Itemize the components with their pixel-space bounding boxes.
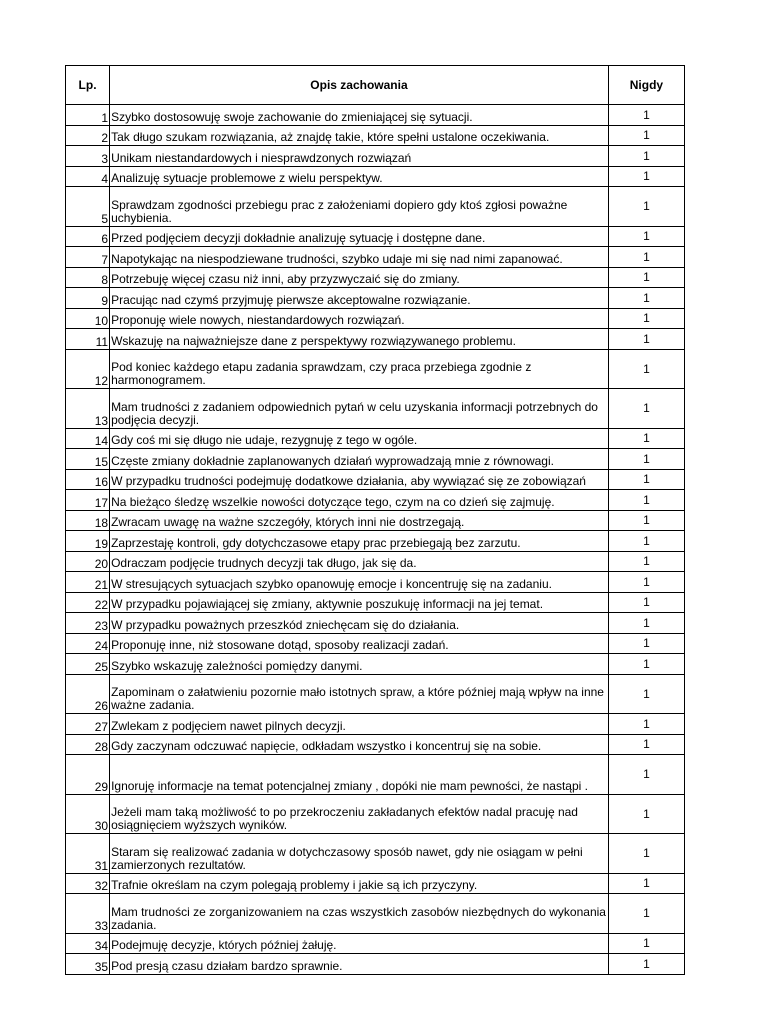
row-number: 5 bbox=[66, 187, 110, 227]
row-number: 11 bbox=[66, 329, 110, 350]
row-description: Przed podjęciem decyzji dokładnie analizuję sytuację i dostępne dane. bbox=[111, 231, 486, 245]
row-number: 31 bbox=[66, 834, 110, 874]
row-nigdy-value: 1 bbox=[608, 714, 684, 735]
row-description: Gdy coś mi się długo nie udaje, rezygnuję z tego w ogóle. bbox=[111, 433, 418, 447]
header-opis: Opis zachowania bbox=[110, 66, 609, 105]
row-description-cell bbox=[110, 873, 609, 894]
header-nigdy: Nigdy bbox=[608, 66, 684, 105]
row-description-cell bbox=[110, 105, 609, 126]
row-description-cell bbox=[110, 674, 609, 714]
row-description: Jeżeli mam taką możliwość to po przekroczeniu zakładanych efektów nadal pracuję nad osiągnięciem wyższych wyników. bbox=[111, 805, 578, 832]
row-description: Proponuję inne, niż stosowane dotąd, sposoby realizacji zadań. bbox=[111, 638, 449, 652]
questionnaire-table bbox=[65, 65, 685, 975]
row-nigdy-value: 1 bbox=[608, 794, 684, 834]
row-number: 22 bbox=[66, 592, 110, 613]
table-row bbox=[66, 166, 685, 187]
row-number: 28 bbox=[66, 734, 110, 755]
row-number: 4 bbox=[66, 166, 110, 187]
row-number: 26 bbox=[66, 674, 110, 714]
row-nigdy-value: 1 bbox=[608, 551, 684, 572]
row-description-cell bbox=[110, 308, 609, 329]
row-description-cell bbox=[110, 449, 609, 470]
table-row bbox=[66, 389, 685, 429]
row-nigdy-value: 1 bbox=[608, 633, 684, 654]
row-description: W przypadku pojawiającej się zmiany, aktywnie poszukuję informacji na jej temat. bbox=[111, 597, 544, 611]
row-number: 35 bbox=[66, 954, 110, 975]
row-description-cell bbox=[110, 166, 609, 187]
row-description: Częste zmiany dokładnie zaplanowanych działań wyprowadzają mnie z równowagi. bbox=[111, 453, 554, 468]
row-description-cell bbox=[110, 490, 609, 511]
table-row bbox=[66, 226, 685, 247]
row-description: Zaprzestaję kontroli, gdy dotychczasowe etapy prac przebiegają bez zarzutu. bbox=[111, 535, 521, 550]
row-description: W przypadku poważnych przeszkód zniechęcam się do działania. bbox=[111, 617, 460, 632]
row-description-cell bbox=[110, 572, 609, 593]
row-description: Staram się realizować zadania w dotychczasowy sposób nawet, gdy nie osiągam w pełni zamierzonych rezultatów. bbox=[111, 844, 583, 872]
table-row bbox=[66, 329, 685, 350]
row-nigdy-value: 1 bbox=[608, 613, 684, 634]
row-number: 33 bbox=[66, 894, 110, 934]
table-row bbox=[66, 490, 685, 511]
row-description-cell bbox=[110, 247, 609, 268]
row-description: Napotykając na niespodziewane trudności, szybko udaje mi się nad nimi zapanować. bbox=[111, 251, 563, 266]
table-row bbox=[66, 449, 685, 470]
header-lp: Lp. bbox=[66, 66, 110, 105]
row-description-cell bbox=[110, 329, 609, 350]
row-nigdy-value: 1 bbox=[608, 288, 684, 309]
header-row bbox=[66, 66, 685, 105]
row-nigdy-value: 1 bbox=[608, 531, 684, 552]
row-description-cell bbox=[110, 933, 609, 954]
table-row bbox=[66, 654, 685, 675]
row-nigdy-value: 1 bbox=[608, 469, 684, 490]
row-description: Trafnie określam na czym polegają problemy i jakie są ich przyczyny. bbox=[111, 878, 478, 892]
table-row bbox=[66, 894, 685, 934]
row-number: 6 bbox=[66, 226, 110, 247]
row-nigdy-value: 1 bbox=[608, 428, 684, 449]
table-row bbox=[66, 187, 685, 227]
row-nigdy-value: 1 bbox=[608, 349, 684, 389]
row-description-cell bbox=[110, 794, 609, 834]
row-description-cell bbox=[110, 551, 609, 572]
row-description-cell bbox=[110, 834, 609, 874]
row-nigdy-value: 1 bbox=[608, 187, 684, 227]
row-nigdy-value: 1 bbox=[608, 329, 684, 350]
row-nigdy-value: 1 bbox=[608, 734, 684, 755]
row-number: 1 bbox=[66, 105, 110, 126]
table-row bbox=[66, 954, 685, 975]
row-nigdy-value: 1 bbox=[608, 166, 684, 187]
row-number: 10 bbox=[66, 308, 110, 329]
row-description: Proponuję wiele nowych, niestandardowych rozwiązań. bbox=[111, 313, 405, 327]
row-nigdy-value: 1 bbox=[608, 834, 684, 874]
row-number: 16 bbox=[66, 469, 110, 490]
row-description-cell bbox=[110, 267, 609, 288]
row-number: 12 bbox=[66, 349, 110, 389]
row-number: 2 bbox=[66, 125, 110, 146]
row-nigdy-value: 1 bbox=[608, 267, 684, 288]
row-description-cell bbox=[110, 146, 609, 167]
row-description: Zapominam o załatwieniu pozornie mało istotnych spraw, a które później mają wpływ na inne ważne zadania. bbox=[111, 685, 604, 712]
row-number: 23 bbox=[66, 613, 110, 634]
table-row bbox=[66, 674, 685, 714]
row-description-cell bbox=[110, 469, 609, 490]
table-row bbox=[66, 105, 685, 126]
table-row bbox=[66, 267, 685, 288]
row-description-cell bbox=[110, 592, 609, 613]
row-nigdy-value: 1 bbox=[608, 654, 684, 675]
row-description: Odraczam podjęcie trudnych decyzji tak długo, jak się da. bbox=[111, 556, 417, 570]
row-description: W przypadku trudności podejmuję dodatkowe działania, aby wywiązać się ze zobowiązań bbox=[111, 474, 586, 488]
row-description-cell bbox=[110, 428, 609, 449]
table-row bbox=[66, 834, 685, 874]
row-description-cell bbox=[110, 613, 609, 634]
row-number: 18 bbox=[66, 510, 110, 531]
row-description: Zwlekam z podjęciem nawet pilnych decyzji. bbox=[111, 718, 346, 733]
table-row bbox=[66, 714, 685, 735]
row-number: 13 bbox=[66, 389, 110, 429]
table-row bbox=[66, 613, 685, 634]
table-row bbox=[66, 125, 685, 146]
row-nigdy-value: 1 bbox=[608, 247, 684, 268]
row-description-cell bbox=[110, 125, 609, 146]
table-row bbox=[66, 247, 685, 268]
row-number: 24 bbox=[66, 633, 110, 654]
row-nigdy-value: 1 bbox=[608, 572, 684, 593]
row-description-cell bbox=[110, 389, 609, 429]
row-nigdy-value: 1 bbox=[608, 674, 684, 714]
row-nigdy-value: 1 bbox=[608, 510, 684, 531]
row-description: Tak długo szukam rozwiązania, aż znajdę takie, które spełni ustalone oczekiwania. bbox=[111, 130, 550, 144]
table-row bbox=[66, 734, 685, 755]
row-nigdy-value: 1 bbox=[608, 755, 684, 795]
row-nigdy-value: 1 bbox=[608, 933, 684, 954]
row-description: Podejmuję decyzje, których później żałuję. bbox=[111, 938, 337, 952]
row-nigdy-value: 1 bbox=[608, 105, 684, 126]
table-row bbox=[66, 794, 685, 834]
table-row bbox=[66, 572, 685, 593]
row-description-cell bbox=[110, 349, 609, 389]
row-number: 20 bbox=[66, 551, 110, 572]
table-body bbox=[66, 105, 685, 975]
row-description-cell bbox=[110, 654, 609, 675]
row-description: Mam trudności z zadaniem odpowiednich pytań w celu uzyskania informacji potrzebnych do podjęcia decyzji. bbox=[111, 399, 598, 427]
row-nigdy-value: 1 bbox=[608, 308, 684, 329]
row-number: 19 bbox=[66, 531, 110, 552]
row-number: 25 bbox=[66, 654, 110, 675]
table-row bbox=[66, 551, 685, 572]
row-nigdy-value: 1 bbox=[608, 146, 684, 167]
row-description: W stresujących sytuacjach szybko opanowuję emocje i koncentruję się na zadaniu. bbox=[111, 576, 552, 591]
row-description: Zwracam uwagę na ważne szczegóły, których inni nie dostrzegają. bbox=[111, 515, 465, 529]
row-description: Szybko wskazuję zależności pomiędzy danymi. bbox=[111, 658, 363, 673]
row-description-cell bbox=[110, 734, 609, 755]
row-nigdy-value: 1 bbox=[608, 592, 684, 613]
table-row bbox=[66, 428, 685, 449]
table-row bbox=[66, 933, 685, 954]
row-number: 21 bbox=[66, 572, 110, 593]
row-description-cell bbox=[110, 633, 609, 654]
row-number: 17 bbox=[66, 490, 110, 511]
row-number: 30 bbox=[66, 794, 110, 834]
table-row bbox=[66, 531, 685, 552]
row-nigdy-value: 1 bbox=[608, 389, 684, 429]
row-number: 3 bbox=[66, 146, 110, 167]
row-number: 9 bbox=[66, 288, 110, 309]
row-description-cell bbox=[110, 531, 609, 552]
row-number: 27 bbox=[66, 714, 110, 735]
row-description-cell bbox=[110, 954, 609, 975]
row-description: Pod presją czasu działam bardzo sprawnie. bbox=[111, 958, 343, 973]
table-row bbox=[66, 146, 685, 167]
row-nigdy-value: 1 bbox=[608, 226, 684, 247]
table-row bbox=[66, 873, 685, 894]
row-description-cell bbox=[110, 226, 609, 247]
table-row bbox=[66, 633, 685, 654]
row-number: 34 bbox=[66, 933, 110, 954]
row-number: 29 bbox=[66, 755, 110, 795]
row-description: Pracując nad czymś przyjmuję pierwsze akceptowalne rozwiązanie. bbox=[111, 292, 471, 307]
row-description-cell bbox=[110, 714, 609, 735]
row-description: Unikam niestandardowych i niesprawdzonych rozwiązań bbox=[111, 150, 412, 165]
row-nigdy-value: 1 bbox=[608, 490, 684, 511]
row-description-cell bbox=[110, 755, 609, 795]
row-description: Pod koniec każdego etapu zadania sprawdzam, czy praca przebiega zgodnie z harmonogramem. bbox=[111, 360, 532, 387]
table-row bbox=[66, 288, 685, 309]
row-description: Na bieżąco śledzę wszelkie nowości dotyczące tego, czym na co dzień się zajmuję. bbox=[111, 494, 555, 509]
row-nigdy-value: 1 bbox=[608, 873, 684, 894]
row-description: Szybko dostosowuję swoje zachowanie do zmieniającej się sytuacji. bbox=[111, 109, 473, 124]
row-description: Mam trudności ze zorganizowaniem na czas wszystkich zasobów niezbędnych do wykonania zadania. bbox=[111, 904, 606, 932]
row-description: Ignoruję informacje na temat potencjalnej zmiany , dopóki nie mam pewności, że nastąpi . bbox=[111, 778, 588, 793]
row-description: Analizuję sytuacje problemowe z wielu perspektyw. bbox=[111, 171, 383, 185]
row-number: 15 bbox=[66, 449, 110, 470]
row-description-cell bbox=[110, 288, 609, 309]
row-description: Gdy zaczynam odczuwać napięcie, odkładam wszystko i koncentruj się na sobie. bbox=[111, 739, 542, 753]
row-nigdy-value: 1 bbox=[608, 125, 684, 146]
table-row bbox=[66, 349, 685, 389]
table-row bbox=[66, 510, 685, 531]
row-nigdy-value: 1 bbox=[608, 449, 684, 470]
row-nigdy-value: 1 bbox=[608, 954, 684, 975]
table-row bbox=[66, 755, 685, 795]
table-row bbox=[66, 469, 685, 490]
row-description-cell bbox=[110, 187, 609, 227]
row-description-cell bbox=[110, 894, 609, 934]
row-number: 7 bbox=[66, 247, 110, 268]
row-description: Wskazuję na najważniejsze dane z perspektywy rozwiązywanego problemu. bbox=[111, 333, 516, 348]
row-description-cell bbox=[110, 510, 609, 531]
row-description: Potrzebuję więcej czasu niż inni, aby przyzwyczaić się do zmiany. bbox=[111, 272, 460, 286]
row-number: 8 bbox=[66, 267, 110, 288]
table-row bbox=[66, 592, 685, 613]
row-description: Sprawdzam zgodności przebiegu prac z założeniami dopiero gdy ktoś zgłosi poważne uchybienia. bbox=[111, 197, 568, 225]
row-number: 14 bbox=[66, 428, 110, 449]
row-number: 32 bbox=[66, 873, 110, 894]
table-row bbox=[66, 308, 685, 329]
row-nigdy-value: 1 bbox=[608, 894, 684, 934]
